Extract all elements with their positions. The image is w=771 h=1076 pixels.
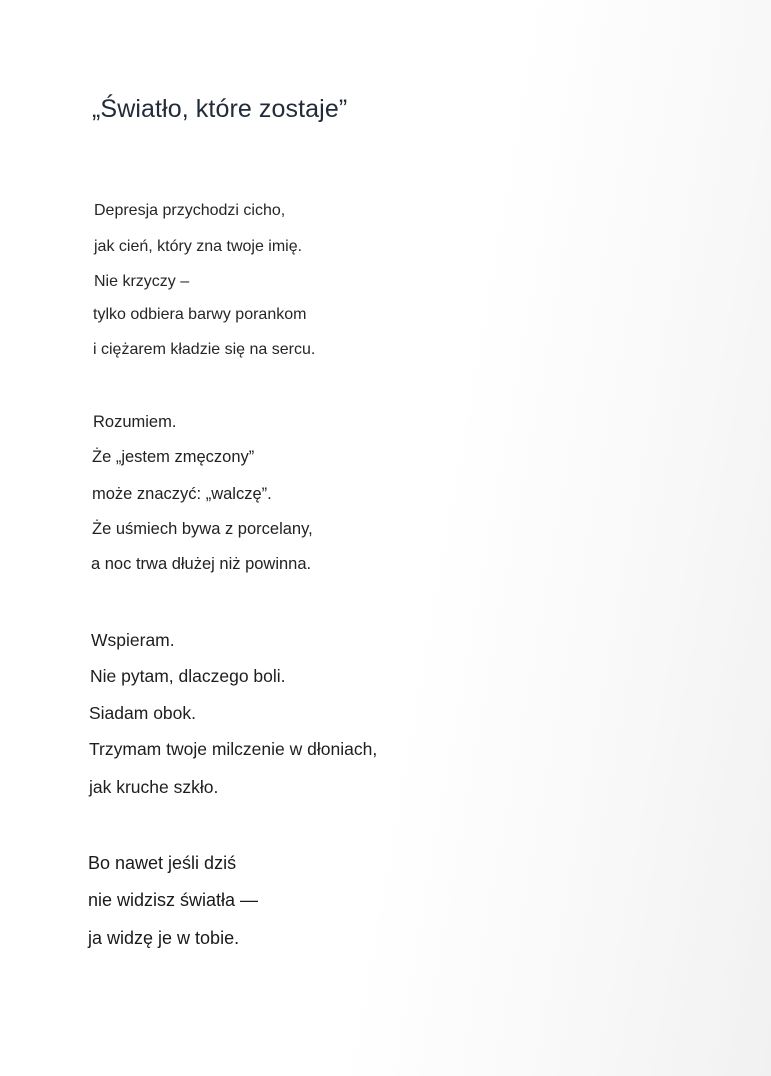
poem-line: i ciężarem kładzie się na sercu. (93, 341, 316, 358)
poem-line: Siadam obok. (89, 703, 197, 723)
poem-line: Że uśmiech bywa z porcelany, (92, 520, 313, 538)
poem-line: jak kruche szkło. (89, 777, 219, 797)
poem-line: Nie krzyczy – (94, 273, 190, 290)
poem-line: Depresja przychodzi cicho, (94, 202, 286, 219)
poem-line: jak cień, który zna twoje imię. (94, 238, 303, 255)
poem-line: Bo nawet jeśli dziś (88, 853, 237, 873)
poem-line: a noc trwa dłużej niż powinna. (91, 555, 312, 573)
poem-line: Że „jestem zmęczony” (92, 448, 255, 466)
poem-line: może znaczyć: „walczę”. (92, 485, 272, 503)
poem-line: nie widzisz światła — (88, 890, 259, 910)
poem-line: Trzymam twoje milczenie w dłoniach, (89, 739, 378, 759)
poem-line: Nie pytam, dlaczego boli. (90, 666, 286, 686)
poem-title: „Światło, które zostaje” (92, 95, 348, 123)
poem-line: tylko odbiera barwy porankom (93, 306, 307, 323)
poem-line: Wspieram. (91, 630, 175, 650)
poem-line: Rozumiem. (93, 413, 177, 431)
poem-line: ja widzę je w tobie. (88, 928, 240, 948)
